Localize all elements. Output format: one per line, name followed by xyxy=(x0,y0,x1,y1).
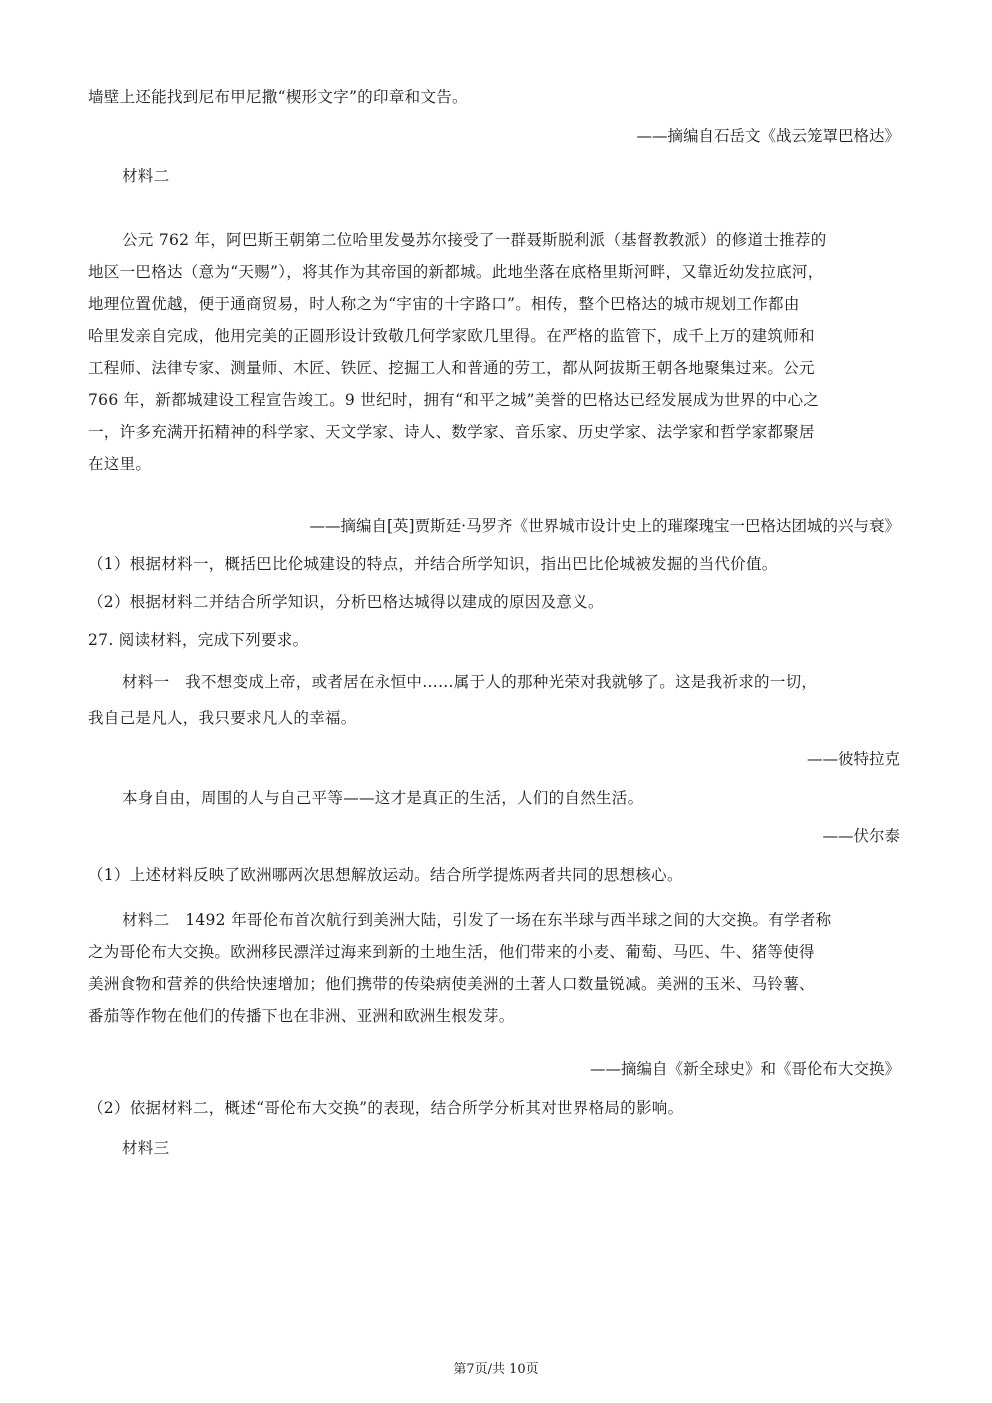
question-item: （2）依据材料二，概述“哥伦布大交换”的表现，结合所学分析其对世界格局的影响。 xyxy=(88,1099,684,1117)
page-footer: 第7页/共 10页 xyxy=(453,1362,539,1377)
text-line: 地理位置优越，便于通商贸易，时人称之为“宇宙的十字路口”。相传，整个巴格达的城市规划工作都由 xyxy=(88,295,800,313)
text-line: 番茄等作物在他们的传播下也在非洲、亚洲和欧洲生根发芽。 xyxy=(88,1007,515,1025)
source-citation: ——伏尔泰 xyxy=(822,827,900,845)
text-line: 一，许多充满开拓精神的科学家、天文学家、诗人、数学家、音乐家、历史学家、法学家和哲学家都聚居 xyxy=(88,423,815,441)
question-item: （1）上述材料反映了欧洲哪两次思想解放运动。结合所学提炼两者共同的思想核心。 xyxy=(88,866,683,884)
text-line: 766 年，新都城建设工程宣告竣工。9 世纪时，拥有“和平之城”美誉的巴格达已经发展成为世界的中心之 xyxy=(88,391,820,409)
text-line: 墙壁上还能找到尼布甲尼撒“楔形文字”的印章和文告。 xyxy=(88,88,468,106)
text-line: 材料二 1492 年哥伦布首次航行到美洲大陆，引发了一场在东半球与西半球之间的大交换。有学者称 xyxy=(122,911,832,929)
source-citation: ——摘编自[英]贾斯廷·马罗齐《世界城市设计史上的璀璨瑰宝一巴格达团城的兴与衰》 xyxy=(309,517,900,535)
source-citation: ——彼特拉克 xyxy=(806,750,900,768)
question-item: （1）根据材料一，概括巴比伦城建设的特点，并结合所学知识，指出巴比伦城被发掘的当代价值。 xyxy=(88,555,778,573)
text-line: 工程师、法律专家、测量师、木匠、铁匠、挖掘工人和普通的劳工，都从阿拔斯王朝各地聚集过来。公元 xyxy=(88,359,815,377)
text-line: 美洲食物和营养的供给快速增加；他们携带的传染病使美洲的土著人口数量锐减。美洲的玉米、马铃薯、 xyxy=(88,975,815,993)
material-heading: 材料二 xyxy=(122,167,170,185)
text-line: 之为哥伦布大交换。欧洲移民漂洋过海来到新的土地生活，他们带来的小麦、葡萄、马匹、牛、猪等使得 xyxy=(88,943,815,961)
text-line: 材料一 我不想变成上帝，或者居在永恒中……属于人的那种光荣对我就够了。这是我祈求的一切， xyxy=(122,673,818,691)
question-item: （2）根据材料二并结合所学知识，分析巴格达城得以建成的原因及意义。 xyxy=(88,593,604,611)
material-heading: 材料三 xyxy=(122,1139,170,1157)
text-line: 哈里发亲自完成，他用完美的正圆形设计致敬几何学家欧几里得。在严格的监管下，成千上万的建筑师和 xyxy=(88,327,815,345)
question-heading: 27. 阅读材料，完成下列要求。 xyxy=(88,631,309,649)
text-line: 公元 762 年，阿巴斯王朝第二位哈里发曼苏尔接受了一群聂斯脱利派（基督教教派）的修道士推荐的 xyxy=(122,231,827,249)
text-line: 我自己是凡人，我只要求凡人的幸福。 xyxy=(88,709,357,727)
text-line: 地区一巴格达（意为“天赐”），将其作为其帝国的新都城。此地坐落在底格里斯河畔，又靠近幼发拉底河， xyxy=(88,263,824,281)
text-line: 在这里。 xyxy=(88,455,152,473)
source-citation: ——摘编自《新全球史》和《哥伦布大交换》 xyxy=(589,1060,900,1078)
text-line: 本身自由，周围的人与自己平等——这才是真正的生活，人们的自然生活。 xyxy=(122,789,644,807)
source-citation: ——摘编自石岳文《战云笼罩巴格达》 xyxy=(636,127,900,145)
